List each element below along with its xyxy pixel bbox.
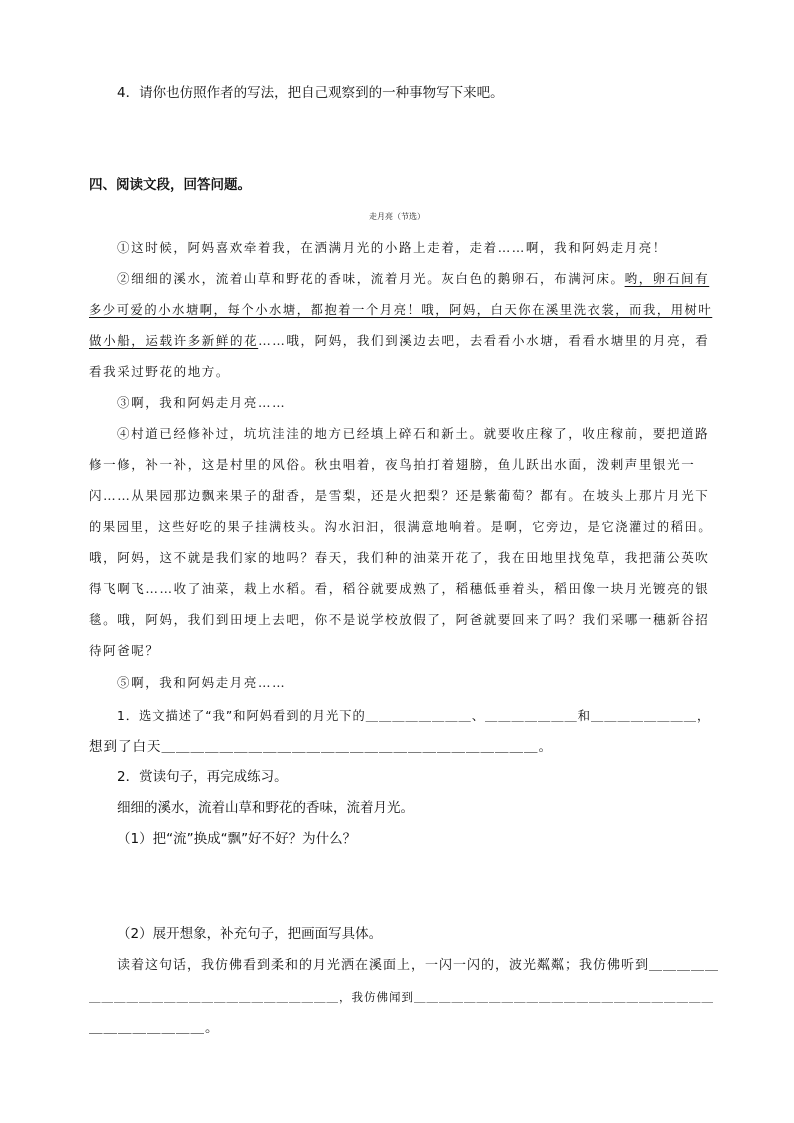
paragraph-2-line-4: 看我采过野花的地方。 (89, 364, 231, 379)
question-2-fill-line-3: ＿＿＿＿＿＿＿＿。 (89, 1020, 220, 1036)
paragraph-2-line-2: 多少可爱的小水塘啊，每个小水塘，都抱着一个月亮！哦，阿妈，白天你在溪里洗衣裳，而我，用树叶 (89, 303, 713, 317)
question-1-line-1: 1．选文描述了“我”和阿妈看到的月光下的＿＿＿＿＿＿＿＿、＿＿＿＿＿＿＿和＿＿＿＿＿＿＿＿， (117, 709, 711, 723)
question-2-part-2: （2）展开想象，补充句子，把画面写具体。 (117, 926, 383, 942)
section-title: 四、阅读文段，回答问题。 (89, 177, 251, 193)
paragraph-4-line-6: 得飞啊飞……收了油菜，栽上水稻。看，稻谷就要成熟了，稻穗低垂着头，稻田像一块月光镀亮的银 (89, 581, 710, 596)
paragraph-2-plain-text: ②细细的溪水，流着山草和野花的香味，流着月光。灰白色的鹅卵石，布满河床。 (117, 271, 625, 286)
passage-title: 走月亮（节选） (369, 212, 425, 221)
paragraph-4-line-4: 的果园里，这些好吃的果子挂满枝头。沟水汩汩，很满意地响着。是啊，它旁边，是它浇灌过的稻田。 (89, 520, 713, 534)
paragraph-1: ①这时候，阿妈喜欢牵着我，在洒满月光的小路上走着，走着……啊，我和阿妈走月亮！ (117, 240, 667, 255)
paragraph-3: ③啊，我和阿妈走月亮…… (117, 395, 287, 410)
paragraph-4-line-3: 闪……从果园那边飘来果子的甜香，是雪梨，还是火把梨？还是紫葡萄？都有。在坡头上那片月光下 (89, 488, 710, 503)
question-1-line-2: 想到了白天＿＿＿＿＿＿＿＿＿＿＿＿＿＿＿＿＿＿＿＿＿＿＿＿＿＿。 (89, 739, 553, 755)
paragraph-2-plain-continuation: ……哦，阿妈，我们到溪边去吧，去看看小水塘，看看水塘里的月亮，看 (258, 333, 710, 348)
paragraph-5: ⑤啊，我和阿妈走月亮…… (117, 675, 287, 690)
question-2-fill-line-2: ＿＿＿＿＿＿＿＿＿＿＿＿＿＿＿＿＿＿＿＿，我仿佛闻到＿＿＿＿＿＿＿＿＿＿＿＿＿＿＿＿＿＿＿＿＿＿＿＿ (89, 990, 714, 1004)
question-2-fill-line-1: 读着这句话，我仿佛看到柔和的月光洒在溪面上，一闪一闪的，波光粼粼；我仿佛听到＿＿＿＿＿ (117, 958, 720, 973)
question-2-sentence: 细细的溪水，流着山草和野花的香味，流着月光。 (117, 800, 414, 816)
question-2: 2．赏读句子，再完成练习。 (117, 769, 288, 785)
paragraph-4-line-5: 哦，阿妈，这不就是我们家的地吗？春天，我们种的油菜开花了，我在田地里找兔草，我把蒲公英吹 (89, 550, 710, 565)
paragraph-2-underlined-end: 做小船，运载许多新鲜的花 (89, 333, 259, 348)
paragraph-4-line-2: 修一修，补一补，这是村里的风俗。秋虫唱着，夜鸟拍打着翅膀，鱼儿跃出水面，泼剌声里银光一 (89, 457, 696, 472)
question-4-previous: 4．请你也仿照作者的写法，把自己观察到的一种事物写下来吧。 (117, 85, 504, 101)
paragraph-4-line-8: 待阿爸呢？ (89, 643, 160, 658)
paragraph-4-line-1: ④村道已经修补过，坑坑洼洼的地方已经填上碎石和新土。就要收庄稼了，收庄稼前，要把道路 (117, 426, 710, 441)
paragraph-2-underlined-text: 哟，卵石间有 (624, 271, 710, 286)
paragraph-2-line-1 (117, 270, 709, 288)
paragraph-2-line-3 (89, 332, 709, 350)
paragraph-4-line-7: 毯。哦，阿妈，我们到田埂上去吧，你不是说学校放假了，阿爸就要回来了吗？我们采哪一穗新谷招 (89, 612, 710, 627)
question-2-part-1: （1）把“流”换成“飘”好不好？为什么？ (117, 831, 357, 847)
